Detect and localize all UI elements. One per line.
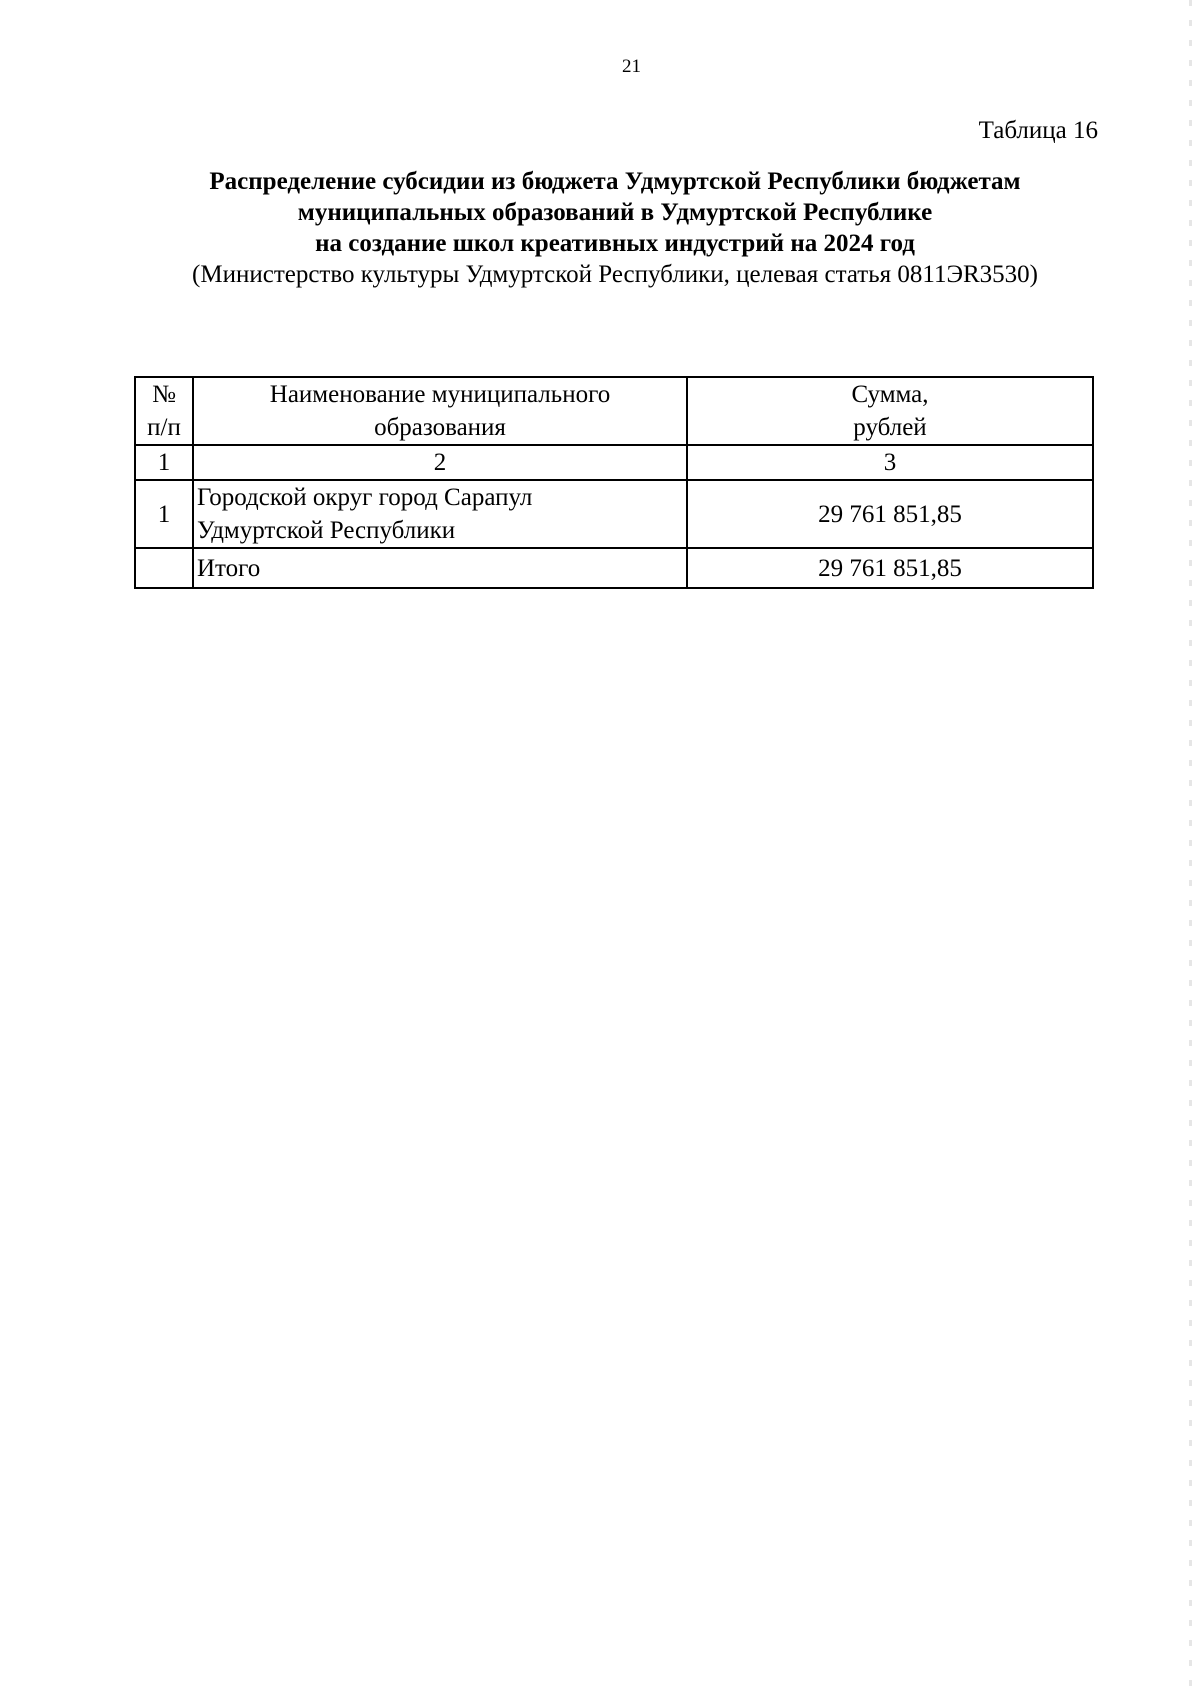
header-num-line2: п/п	[147, 414, 181, 441]
index-cell-3: 3	[687, 445, 1093, 480]
header-num-line1: №	[152, 381, 176, 408]
header-name	[193, 377, 687, 445]
row-name-line2: Удмуртской Республики	[197, 517, 456, 544]
index-cell-2: 2	[193, 445, 687, 480]
row-num: 1	[135, 480, 193, 548]
total-num-empty	[135, 548, 193, 588]
index-cell-1: 1	[135, 445, 193, 480]
total-label: Итого	[193, 548, 687, 588]
header-sum	[687, 377, 1093, 445]
row-name	[193, 480, 687, 548]
table-label: Таблица 16	[978, 117, 1098, 144]
table-header-row	[135, 377, 1093, 445]
header-num	[135, 377, 193, 445]
distribution-table	[134, 376, 1094, 589]
header-name-line2: образования	[374, 414, 506, 441]
title-subtitle: (Министерство культуры Удмуртской Республики, целевая статья 0811ЭR3530)	[192, 261, 1038, 288]
title-line-1: Распределение субсидии из бюджета Удмуртской Республики бюджетам	[209, 168, 1021, 195]
header-sum-line1: Сумма,	[851, 381, 929, 408]
row-name-line1: Городской округ город Сарапул	[197, 484, 533, 511]
total-sum: 29 761 851,85	[687, 548, 1093, 588]
title-line-3: на создание школ креативных индустрий на 2024 год	[315, 230, 915, 257]
table-row	[135, 480, 1093, 548]
document-title	[0, 166, 1200, 290]
table-total-row	[135, 548, 1093, 588]
scan-edge-artifact	[1189, 0, 1192, 1686]
page-number: 21	[622, 56, 641, 77]
row-sum: 29 761 851,85	[687, 480, 1093, 548]
title-line-2: муниципальных образований в Удмуртской Республике	[297, 199, 933, 226]
header-sum-line2: рублей	[853, 414, 927, 441]
header-name-line1: Наименование муниципального	[269, 381, 611, 408]
table-index-row	[135, 445, 1093, 480]
